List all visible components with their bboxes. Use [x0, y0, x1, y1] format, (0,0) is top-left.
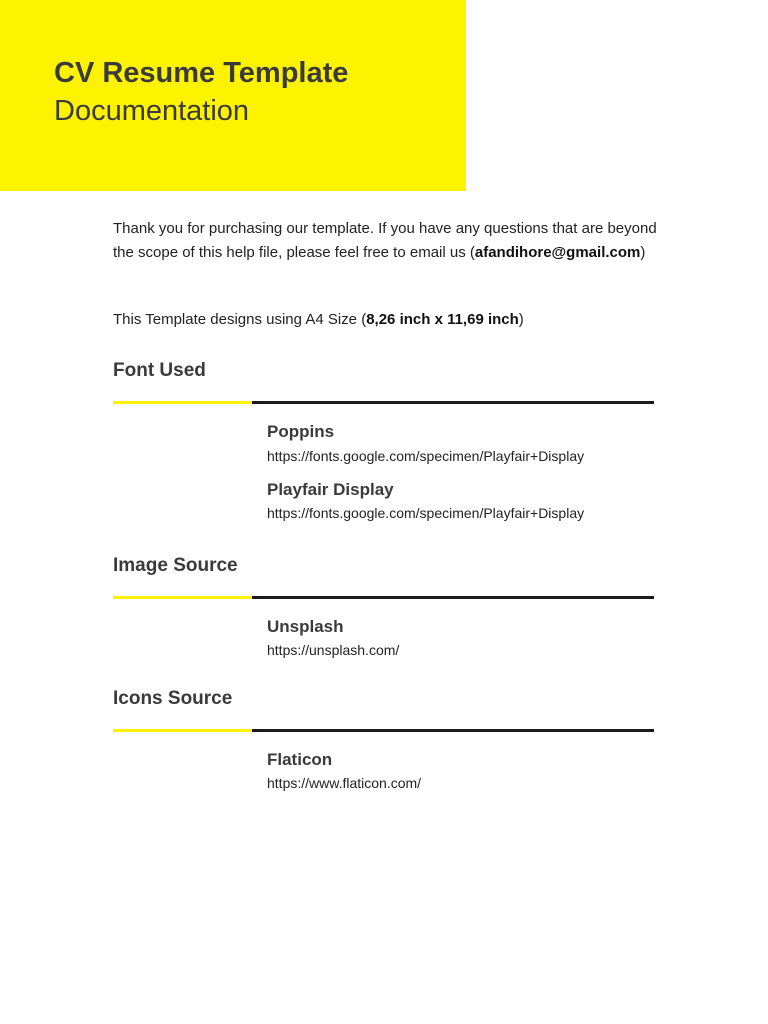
section-rule: [252, 729, 654, 732]
font-url-poppins[interactable]: https://fonts.google.com/specimen/Playfair+Display: [267, 448, 585, 464]
header-block: [0, 0, 466, 191]
page-subtitle: Documentation: [54, 95, 250, 127]
section-rule-accent: [113, 729, 252, 732]
page-title: CV Resume Template: [54, 57, 349, 89]
size-paragraph: [113, 308, 658, 331]
section-title-fonts: Font Used: [113, 360, 206, 381]
section-rule: [252, 596, 654, 599]
font-name-playfair: Playfair Display: [267, 480, 394, 499]
font-url-playfair[interactable]: https://fonts.google.com/specimen/Playfair+Display: [267, 505, 585, 521]
size-text: This Template designs using A4 Size (: [113, 311, 367, 328]
page-size-value: 8,26 inch x 11,69 inch: [366, 311, 519, 328]
section-rule: [252, 401, 654, 404]
intro-text-end: ): [640, 243, 646, 261]
icon-source-url[interactable]: https://www.flaticon.com/: [267, 775, 422, 791]
icon-source-name: Flaticon: [267, 750, 333, 769]
intro-paragraph: [113, 217, 658, 264]
intro-text: Thank you for purchasing our template. If you have any questions that are beyond the scope of this help file, please feel free to email us (: [113, 220, 657, 261]
section-title-images: Image Source: [113, 555, 238, 576]
image-source-name: Unsplash: [267, 617, 344, 636]
section-title-icons: Icons Source: [113, 688, 233, 709]
section-rule-accent: [113, 596, 252, 599]
size-text-end: ): [518, 311, 524, 328]
section-rule-accent: [113, 401, 252, 404]
contact-email[interactable]: afandihore@gmail.com: [474, 243, 641, 261]
font-name-poppins: Poppins: [267, 422, 335, 441]
image-source-url[interactable]: https://unsplash.com/: [267, 642, 400, 658]
